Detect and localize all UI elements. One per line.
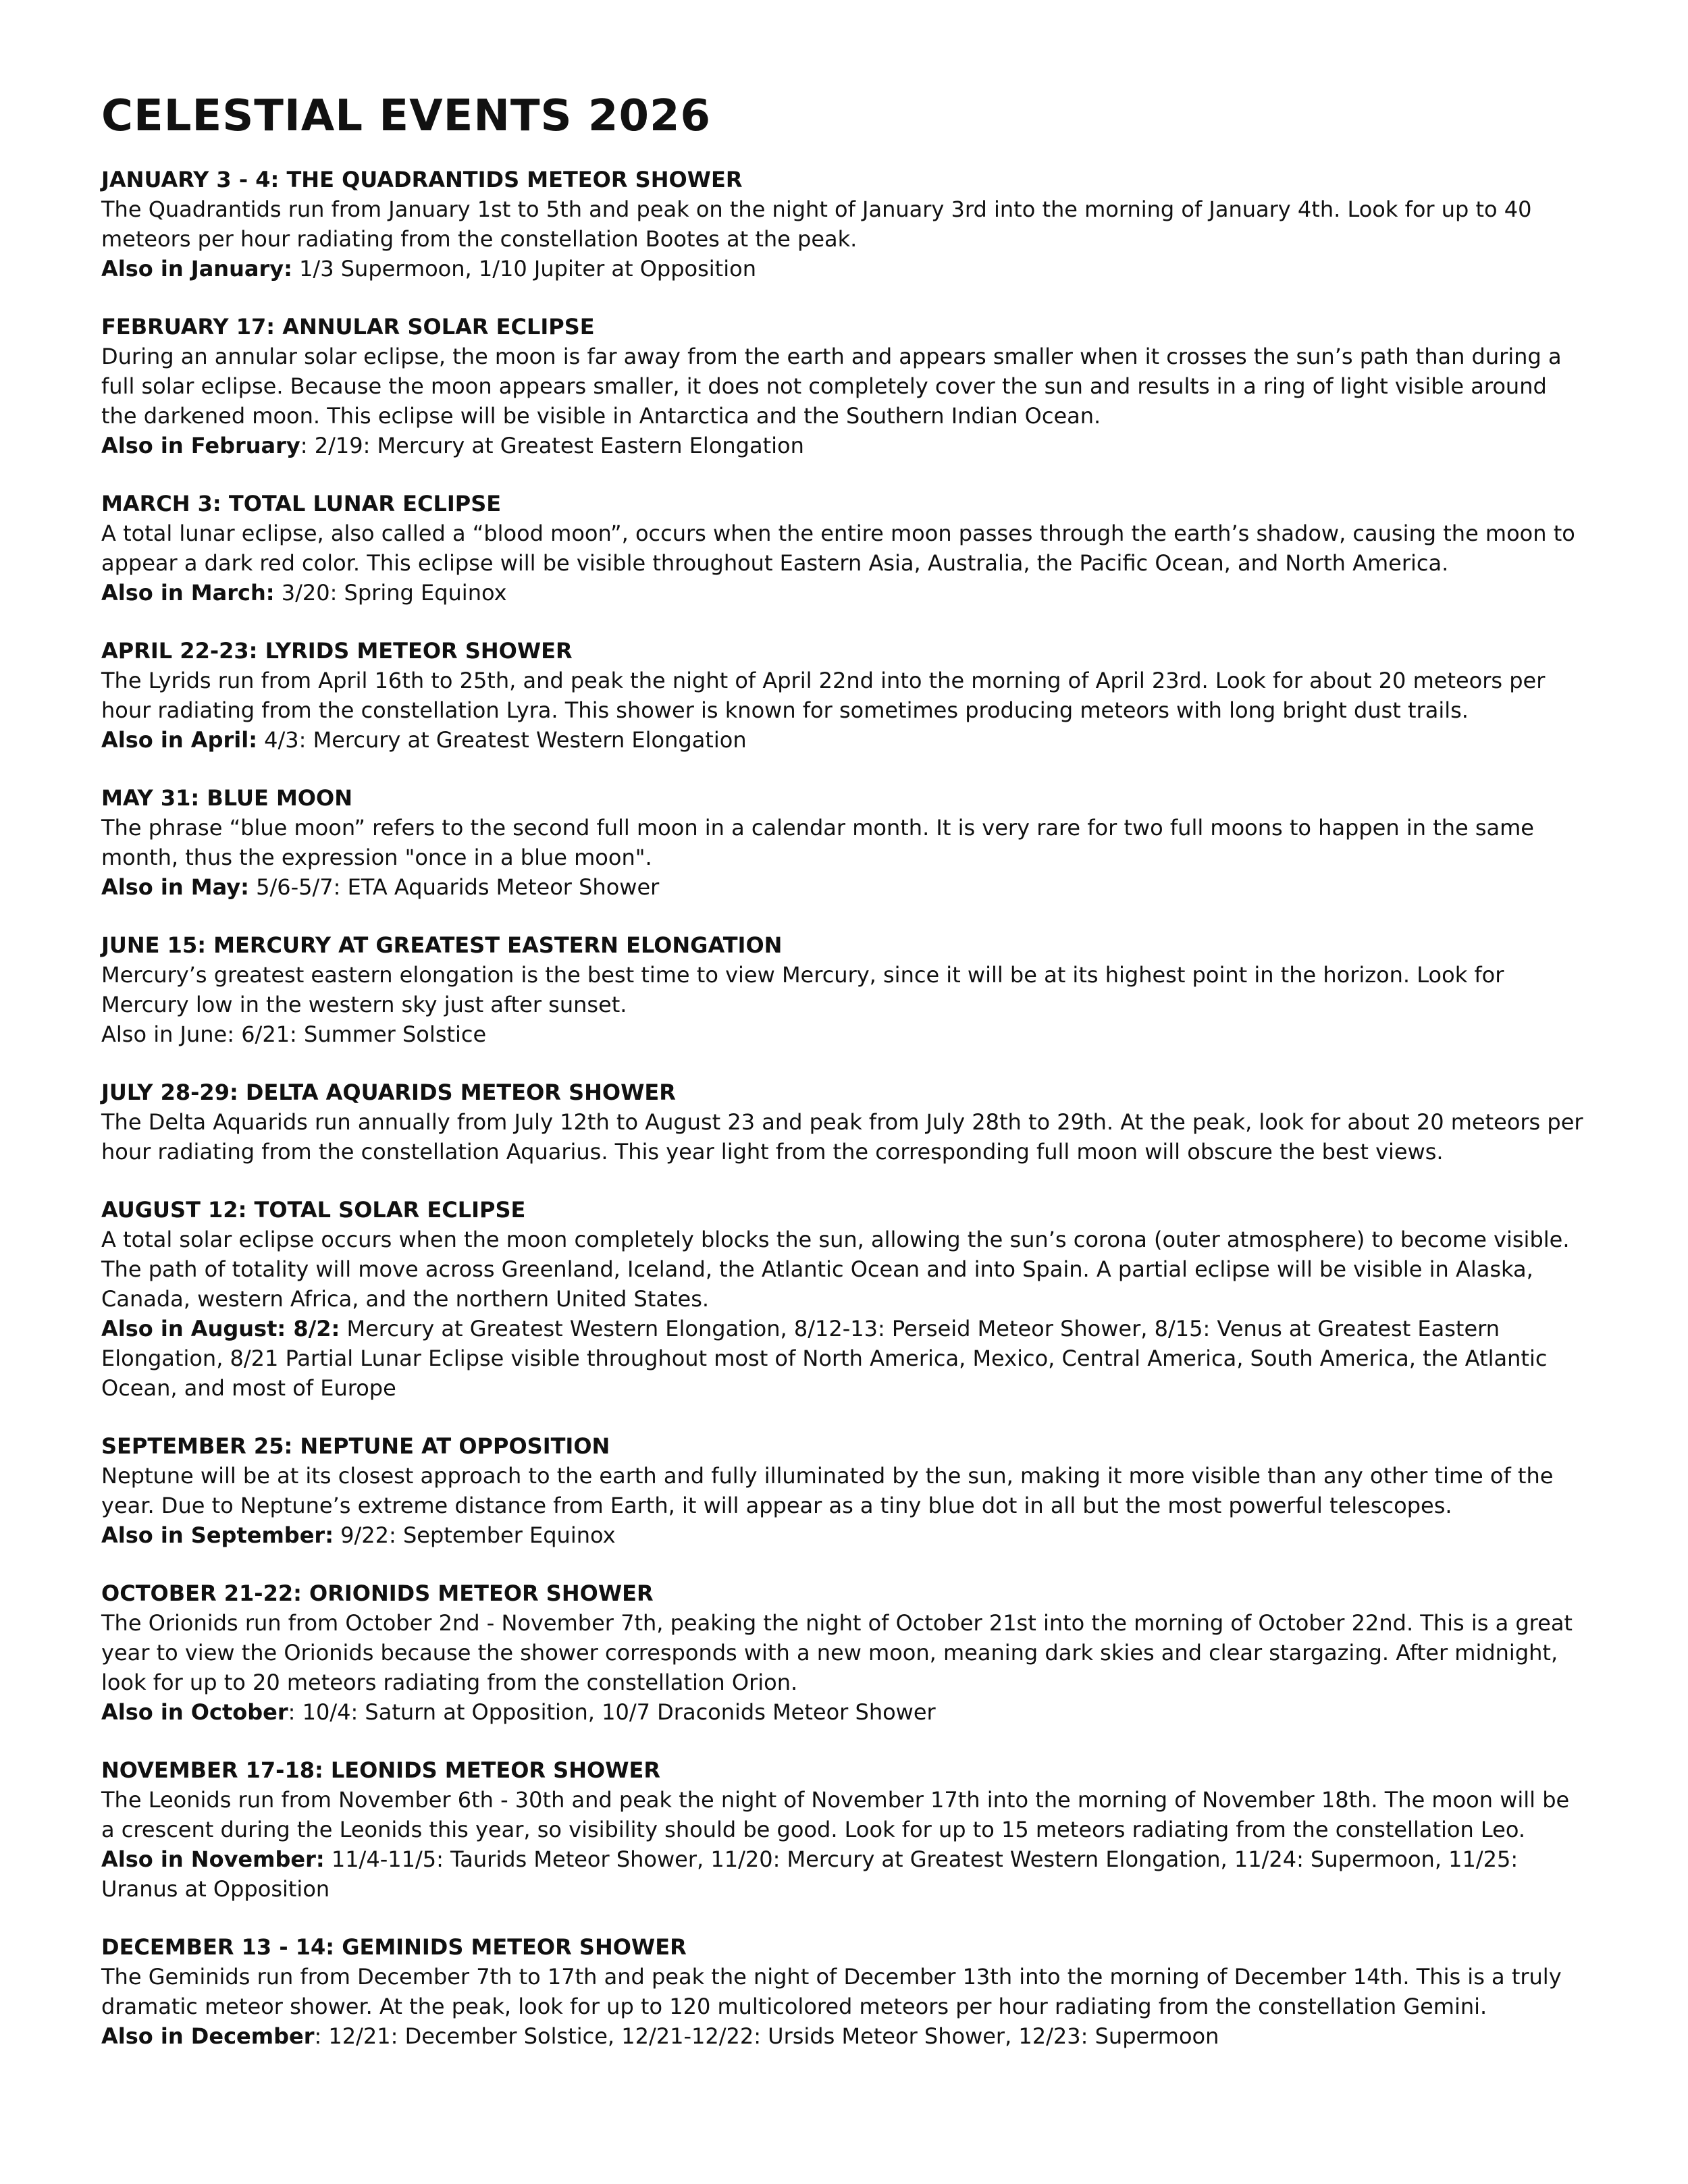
event-heading: APRIL 22-23: LYRIDS METEOR SHOWER xyxy=(101,638,573,664)
also-in-text: 4/3: Mercury at Greatest Western Elongation xyxy=(257,727,747,753)
also-in-text: : 12/21: December Solstice, 12/21-12/22: Ursids Meteor Shower, 12/23: Supermoon xyxy=(314,2023,1219,2049)
event-heading: AUGUST 12: TOTAL SOLAR ECLIPSE xyxy=(101,1197,526,1223)
also-in-line xyxy=(101,431,1587,460)
event-heading: DECEMBER 13 - 14: GEMINIDS METEOR SHOWER xyxy=(101,1934,687,1960)
event-heading: JULY 28-29: DELTA AQUARIDS METEOR SHOWER xyxy=(101,1080,676,1105)
event-may xyxy=(101,783,1587,902)
event-august xyxy=(101,1195,1587,1403)
also-in-line xyxy=(101,1697,1587,1727)
also-in-label: Also in April: xyxy=(101,727,257,753)
also-in-label: Also in June: xyxy=(101,1021,235,1047)
event-september xyxy=(101,1431,1587,1550)
also-in-text: 11/4-11/5: Taurids Meteor Shower, 11/20: Mercury at Greatest Western Elongation, 11/24: Supermoon, 11/25: Uranus at Opposition xyxy=(101,1846,1519,1902)
event-heading: NOVEMBER 17-18: LEONIDS METEOR SHOWER xyxy=(101,1757,660,1783)
event-description: The Delta Aquarids run annually from July 12th to August 23 and peak from July 28th to 29th. At the peak, look for about 20 meteors per hour radiating from the constellation Aquarius. This year light from the corresponding full moon will obscure the best views. xyxy=(101,1109,1583,1165)
also-in-text: 5/6-5/7: ETA Aquarids Meteor Shower xyxy=(248,874,660,900)
event-description: The Lyrids run from April 16th to 25th, and peak the night of April 22nd into the morning of April 23rd. Look for about 20 meteors per hour radiating from the constellation Lyra. This shower is known for sometimes producing meteors with long bright dust trails. xyxy=(101,668,1546,723)
document-page xyxy=(101,91,1587,2079)
also-in-text: 3/20: Spring Equinox xyxy=(274,580,507,606)
also-in-text: : 10/4: Saturn at Opposition, 10/7 Draconids Meteor Shower xyxy=(288,1699,936,1725)
event-description: The phrase “blue moon” refers to the second full moon in a calendar month. It is very rare for two full moons to happen in the same month, thus the expression "once in a blue moon". xyxy=(101,815,1534,870)
event-description: The Orionids run from October 2nd - November 7th, peaking the night of October 21st into the morning of October 22nd. This is a great year to view the Orionids because the shower corresponds with a new moon, meaning dark skies and clear stargazing. After midnight, look for up to 20 meteors radiating from the constellation Orion. xyxy=(101,1610,1573,1695)
also-in-line xyxy=(101,1019,1587,1049)
event-february xyxy=(101,312,1587,460)
also-in-label: Also in August: 8/2: xyxy=(101,1316,340,1341)
also-in-line xyxy=(101,578,1587,608)
event-description: The Leonids run from November 6th - 30th and peak the night of November 17th into the morning of November 18th. The moon will be a crescent during the Leonids this year, so visibility should be good. Look for up to 15 meteors radiating from the constellation Leo. xyxy=(101,1787,1570,1842)
event-march xyxy=(101,489,1587,608)
event-heading: OCTOBER 21-22: ORIONIDS METEOR SHOWER xyxy=(101,1580,654,1606)
also-in-line xyxy=(101,1844,1587,1904)
also-in-label: Also in October xyxy=(101,1699,288,1725)
event-description: A total lunar eclipse, also called a “blood moon”, occurs when the entire moon passes through the earth’s shadow, causing the moon to appear a dark red color. This eclipse will be visible throughout Eastern Asia, Australia, the Pacific Ocean, and North America. xyxy=(101,521,1575,576)
event-heading: SEPTEMBER 25: NEPTUNE AT OPPOSITION xyxy=(101,1433,610,1459)
also-in-text: 6/21: Summer Solstice xyxy=(234,1021,487,1047)
also-in-label: Also in November: xyxy=(101,1846,325,1872)
also-in-label: Also in February xyxy=(101,433,300,458)
also-in-label: Also in January: xyxy=(101,256,292,282)
also-in-label: Also in September: xyxy=(101,1522,334,1548)
also-in-label: Also in May: xyxy=(101,874,249,900)
event-heading: MAY 31: BLUE MOON xyxy=(101,785,352,811)
also-in-line xyxy=(101,725,1587,755)
event-description: During an annular solar eclipse, the moon is far away from the earth and appears smaller when it crosses the sun’s path than during a full solar eclipse. Because the moon appears smaller, it does not completely cover the sun and results in a ring of light visible around the darkened moon. This eclipse will be visible in Antarctica and the Southern Indian Ocean. xyxy=(101,344,1562,429)
event-heading: JANUARY 3 - 4: THE QUADRANTIDS METEOR SHOWER xyxy=(101,167,743,192)
event-description: Mercury’s greatest eastern elongation is the best time to view Mercury, since it will be at its highest point in the horizon. Look for Mercury low in the western sky just after sunset. xyxy=(101,962,1504,1017)
page-title: CELESTIAL EVENTS 2026 xyxy=(101,91,712,141)
also-in-line xyxy=(101,254,1587,284)
event-heading: FEBRUARY 17: ANNULAR SOLAR ECLIPSE xyxy=(101,314,595,340)
event-october xyxy=(101,1578,1587,1727)
event-january xyxy=(101,165,1587,284)
event-heading: JUNE 15: MERCURY AT GREATEST EASTERN ELONGATION xyxy=(101,932,783,958)
event-december xyxy=(101,1932,1587,2051)
also-in-label: Also in March: xyxy=(101,580,275,606)
event-description: A total solar eclipse occurs when the moon completely blocks the sun, allowing the sun’s corona (outer atmosphere) to become visible. The path of totality will move across Greenland, Iceland, the Atlantic Ocean and into Spain. A partial eclipse will be visible in Alaska, Canada, western Africa, and the northern United States. xyxy=(101,1227,1570,1312)
also-in-line xyxy=(101,2021,1587,2051)
also-in-text: 1/3 Supermoon, 1/10 Jupiter at Opposition xyxy=(292,256,756,282)
event-june xyxy=(101,930,1587,1049)
also-in-label: Also in December xyxy=(101,2023,315,2049)
event-description: Neptune will be at its closest approach to the earth and fully illuminated by the sun, making it more visible than any other time of the year. Due to Neptune’s extreme distance from Earth, it will appear as a tiny blue dot in all but the most powerful telescopes. xyxy=(101,1463,1554,1518)
also-in-text: Mercury at Greatest Western Elongation, 8/12-13: Perseid Meteor Shower, 8/15: Venus at Greatest Eastern Elongation, 8/21 Partial Lunar Eclipse visible throughout most of North America, Mexico, Central America, South America, the Atlantic Ocean, and most of Europe xyxy=(101,1316,1548,1401)
also-in-text: 9/22: September Equinox xyxy=(333,1522,616,1548)
event-april xyxy=(101,636,1587,755)
also-in-line xyxy=(101,1314,1587,1403)
also-in-line xyxy=(101,1520,1587,1550)
also-in-line xyxy=(101,872,1587,902)
event-november xyxy=(101,1755,1587,1904)
event-heading: MARCH 3: TOTAL LUNAR ECLIPSE xyxy=(101,491,502,516)
event-description: The Geminids run from December 7th to 17th and peak the night of December 13th into the morning of December 14th. This is a truly dramatic meteor shower. At the peak, look for up to 120 multicolored meteors per hour radiating from the constellation Gemini. xyxy=(101,1964,1562,2019)
also-in-text: : 2/19: Mercury at Greatest Eastern Elongation xyxy=(300,433,804,458)
event-description: The Quadrantids run from January 1st to 5th and peak on the night of January 3rd into the morning of January 4th. Look for up to 40 meteors per hour radiating from the constellation Bootes at the peak. xyxy=(101,196,1532,252)
event-july xyxy=(101,1077,1587,1167)
